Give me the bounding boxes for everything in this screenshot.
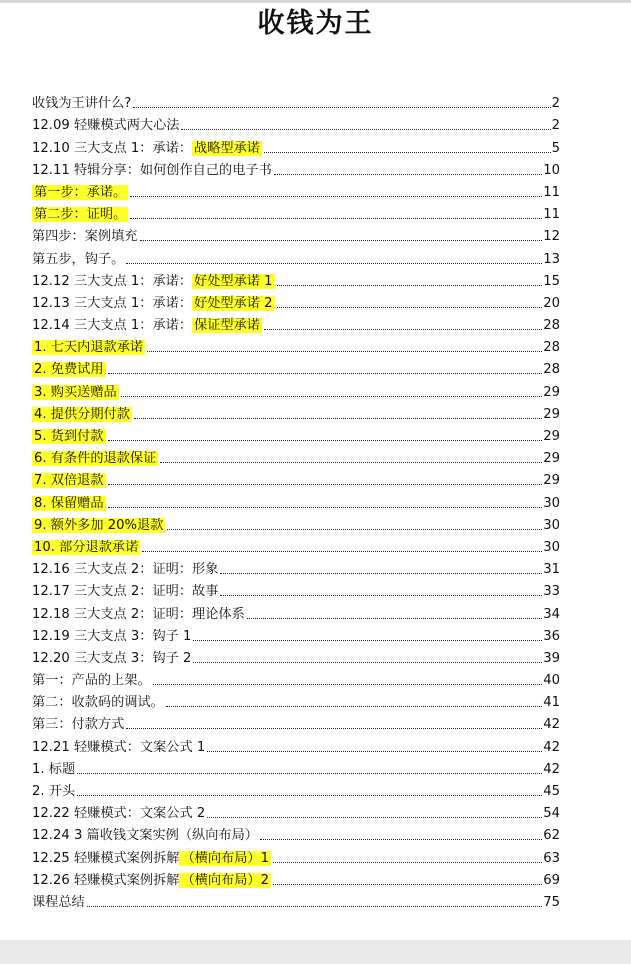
toc-entry-page: 54 xyxy=(543,806,560,822)
toc-entry-page: 11 xyxy=(543,184,560,200)
toc-entry-title xyxy=(32,472,106,489)
toc-entry-label: 课程总结 xyxy=(32,894,85,910)
toc-entry-page: 39 xyxy=(543,650,560,666)
toc-entry-title xyxy=(32,583,218,600)
toc-entry[interactable] xyxy=(32,401,560,423)
toc-entry-title xyxy=(32,317,262,334)
toc-entry-page: 29 xyxy=(543,451,560,467)
toc-entry-label: 第三：付款方式 xyxy=(32,717,125,733)
dot-leader xyxy=(121,395,543,397)
toc-entry-title xyxy=(32,850,271,867)
toc-entry[interactable] xyxy=(32,822,560,844)
toc-entry-page: 29 xyxy=(543,473,560,489)
toc-entry-title xyxy=(32,761,75,778)
toc-entry-title xyxy=(32,140,262,157)
toc-entry[interactable] xyxy=(32,268,560,290)
toc-entry-title xyxy=(32,361,106,378)
toc-entry-title xyxy=(32,295,275,312)
toc-entry-page: 63 xyxy=(543,850,560,866)
page-top-edge xyxy=(0,0,631,3)
toc-entry[interactable] xyxy=(32,489,560,511)
toc-entry[interactable] xyxy=(32,467,560,489)
dot-leader xyxy=(147,350,542,352)
toc-entry-label: 3. 购买送赠品 xyxy=(34,384,117,400)
dot-leader xyxy=(260,838,542,840)
toc-entry-page: 29 xyxy=(543,384,560,400)
toc-entry[interactable] xyxy=(32,623,560,645)
toc-entry[interactable] xyxy=(32,778,560,800)
toc-entry-label: 12.22 轻赚模式：文案公式 2 xyxy=(32,806,206,822)
toc-entry-title xyxy=(32,228,138,245)
toc-entry[interactable] xyxy=(32,334,560,356)
toc-entry-title xyxy=(32,184,128,201)
toc-entry-label: 第一：产品的上架。 xyxy=(32,673,151,689)
dot-leader xyxy=(130,195,542,197)
dot-leader xyxy=(207,816,542,818)
toc-entry-label: 8. 保留赠品 xyxy=(34,495,104,511)
toc-entry-highlight: 保证型承诺 xyxy=(194,318,260,334)
toc-entry-label: 5. 货到付款 xyxy=(34,429,104,444)
dot-leader xyxy=(264,151,551,153)
toc-entry-page: 36 xyxy=(543,628,560,644)
toc-entry-title xyxy=(32,650,191,667)
toc-entry[interactable] xyxy=(32,578,560,600)
toc-entry[interactable] xyxy=(32,667,560,689)
toc-entry-label: 12.16 三大支点 2：证明：形象 xyxy=(32,562,219,578)
toc-entry-page: 42 xyxy=(543,739,560,755)
toc-entry-page: 34 xyxy=(543,606,560,622)
dot-leader xyxy=(87,905,542,907)
toc-entry-title xyxy=(32,739,205,756)
toc-entry-label: 12.20 三大支点 3：钩子 2 xyxy=(32,650,192,666)
toc-entry[interactable] xyxy=(32,90,560,112)
dot-leader xyxy=(193,661,542,663)
toc-entry[interactable] xyxy=(32,756,560,778)
toc-entry-label: 12.12 三大支点 1：承诺： xyxy=(32,273,193,289)
toc-entry-page: 20 xyxy=(543,295,560,311)
toc-entry[interactable] xyxy=(32,223,560,245)
toc-entry-title xyxy=(32,273,275,290)
toc-entry[interactable] xyxy=(32,245,560,267)
toc-entry-title xyxy=(32,827,258,844)
dot-leader xyxy=(277,284,543,286)
toc-entry-title xyxy=(32,517,165,534)
toc-entry-title xyxy=(32,450,158,467)
toc-entry-title xyxy=(32,606,245,623)
toc-entry-label: 12.14 三大支点 1：承诺： xyxy=(32,318,193,334)
dot-leader xyxy=(166,705,542,707)
toc-entry-label: 12.09 轻赚模式两大心法 xyxy=(32,118,180,134)
toc-entry-label: 第二步：证明。 xyxy=(34,207,127,223)
toc-entry-label: 第二：收款码的调试。 xyxy=(32,695,164,711)
dot-leader xyxy=(274,173,542,175)
toc-entry[interactable] xyxy=(32,312,560,334)
toc-entry-title xyxy=(32,783,75,800)
toc-entry-page: 41 xyxy=(543,695,560,711)
toc-entry-page: 28 xyxy=(543,340,560,356)
toc-entry-label: 1. 标题 xyxy=(32,761,76,777)
toc-entry-page: 62 xyxy=(543,828,560,844)
toc-entry-page: 30 xyxy=(543,539,560,555)
toc-entry-title xyxy=(32,561,218,578)
dot-leader xyxy=(77,772,542,774)
toc-entry-page: 29 xyxy=(543,406,560,422)
toc-entry-title xyxy=(32,406,132,423)
toc-entry[interactable] xyxy=(32,689,560,711)
toc-entry[interactable] xyxy=(32,512,560,534)
toc-entry-label: 2. 开头 xyxy=(32,784,76,799)
dot-leader xyxy=(108,372,543,374)
toc-entry-page: 28 xyxy=(543,362,560,378)
page-bottom-edge xyxy=(0,940,631,964)
dot-leader xyxy=(108,506,543,508)
toc-entry-page: 2 xyxy=(551,96,560,112)
toc-entry-title xyxy=(32,495,106,512)
toc-entry-label: 第一步：承诺。 xyxy=(34,184,127,200)
toc-entry[interactable] xyxy=(32,844,560,866)
toc-entry-page: 10 xyxy=(543,162,560,178)
toc-entry-label: 12.25 轻赚模式案例拆解 xyxy=(32,850,180,866)
toc-entry-page: 30 xyxy=(543,517,560,533)
toc-entry[interactable] xyxy=(32,645,560,667)
dot-leader xyxy=(220,594,542,596)
toc-entry-label: 12.13 三大支点 1：承诺： xyxy=(32,295,193,311)
toc-entry-page: 15 xyxy=(543,273,560,289)
toc-entry-title xyxy=(32,339,145,356)
toc-entry-title xyxy=(32,95,131,112)
toc-entry-page: 42 xyxy=(543,717,560,733)
toc-entry-page: 13 xyxy=(543,251,560,267)
dot-leader xyxy=(133,106,550,108)
toc-entry[interactable] xyxy=(32,445,560,467)
toc-entry-page: 29 xyxy=(543,429,560,444)
toc-entry[interactable] xyxy=(32,179,560,201)
toc-entry-label: 1. 七天内退款承诺 xyxy=(34,340,144,356)
dot-leader xyxy=(126,262,542,264)
toc-entry-label: 收钱为王讲什么? xyxy=(32,96,132,112)
toc-entry-page: 45 xyxy=(543,784,560,799)
dot-leader xyxy=(277,306,543,308)
toc-entry-title xyxy=(32,628,191,645)
dot-leader xyxy=(77,794,542,796)
dot-leader xyxy=(167,528,542,530)
dot-leader xyxy=(108,483,543,485)
dot-leader xyxy=(134,417,542,419)
toc-entry-label: 12.26 轻赚模式案例拆解 xyxy=(32,872,180,888)
toc-entry-label: 12.17 三大支点 2：证明：故事 xyxy=(32,584,219,600)
toc-entry-label: 12.18 三大支点 2：证明：理论体系 xyxy=(32,606,245,622)
dot-leader xyxy=(207,750,542,752)
toc-entry-title xyxy=(32,206,128,223)
toc-entry-page: 12 xyxy=(543,229,560,245)
toc-entry[interactable] xyxy=(32,867,560,889)
toc-entry[interactable] xyxy=(32,889,560,911)
toc-entry[interactable] xyxy=(32,134,560,156)
toc-entry-page: 40 xyxy=(543,673,560,689)
dot-leader xyxy=(181,128,550,130)
toc-entry[interactable] xyxy=(32,556,560,578)
toc-entry-label: 4. 提供分期付款 xyxy=(34,406,130,422)
toc-entry-page: 69 xyxy=(543,872,560,888)
toc-entry-highlight: 战略型承诺 xyxy=(194,140,260,156)
toc-entry-label: 10. 部分退款承诺 xyxy=(34,539,139,555)
toc-entry[interactable] xyxy=(32,378,560,400)
toc-entry-label: 9. 额外多加 20%退款 xyxy=(34,517,164,533)
toc-entry-highlight: （横向布局）1 xyxy=(181,850,269,866)
toc-entry-label: 12.10 三大支点 1：承诺： xyxy=(32,140,193,156)
toc-entry[interactable] xyxy=(32,711,560,733)
toc-entry-page: 31 xyxy=(543,562,560,578)
toc-entry[interactable] xyxy=(32,534,560,556)
toc-entry-label: 第五步，钩子。 xyxy=(32,251,125,267)
toc-entry-title xyxy=(32,539,140,556)
dot-leader xyxy=(142,550,542,552)
toc-entry-page: 30 xyxy=(543,495,560,511)
toc-entry[interactable] xyxy=(32,423,560,445)
toc-entry[interactable] xyxy=(32,157,560,179)
table-of-contents xyxy=(32,90,560,911)
page-title: 收钱为王 xyxy=(257,8,374,39)
toc-entry[interactable] xyxy=(32,600,560,622)
dot-leader xyxy=(126,727,542,729)
toc-entry-page: 5 xyxy=(551,140,560,156)
toc-entry-title xyxy=(32,805,205,822)
toc-entry-title xyxy=(32,428,106,445)
dot-leader xyxy=(108,439,543,441)
dot-leader xyxy=(193,639,542,641)
dot-leader xyxy=(130,217,542,219)
toc-entry-title xyxy=(32,384,119,401)
toc-entry-label: 6. 有条件的退款保证 xyxy=(34,451,157,467)
toc-entry-page: 75 xyxy=(543,894,560,910)
toc-entry-page: 33 xyxy=(543,584,560,600)
toc-entry-page: 11 xyxy=(543,207,560,223)
toc-entry-title xyxy=(32,672,151,689)
toc-entry[interactable] xyxy=(32,201,560,223)
toc-entry-title xyxy=(32,894,85,911)
dot-leader xyxy=(220,572,542,574)
toc-entry-highlight: 好处型承诺 2 xyxy=(194,295,273,311)
toc-entry-label: 12.21 轻赚模式：文案公式 1 xyxy=(32,739,206,755)
toc-entry[interactable] xyxy=(32,800,560,822)
dot-leader xyxy=(264,328,542,330)
toc-entry-title xyxy=(32,872,271,889)
dot-leader xyxy=(273,861,542,863)
toc-entry-title xyxy=(32,117,179,134)
toc-entry[interactable] xyxy=(32,733,560,755)
dot-leader xyxy=(140,239,543,241)
toc-entry-highlight: （横向布局）2 xyxy=(181,872,269,888)
toc-entry[interactable] xyxy=(32,356,560,378)
toc-entry-label: 第四步：案例填充 xyxy=(32,229,138,245)
toc-entry-label: 2. 免费试用 xyxy=(34,362,104,378)
toc-entry-label: 12.11 特辑分享：如何创作自己的电子书 xyxy=(32,162,272,178)
toc-entry[interactable] xyxy=(32,290,560,312)
dot-leader xyxy=(153,683,543,685)
toc-entry-label: 12.24 3 篇收钱文案实例（纵向布局） xyxy=(32,828,258,844)
dot-leader xyxy=(247,617,542,619)
dot-leader xyxy=(273,883,542,885)
toc-entry-title xyxy=(32,694,164,711)
toc-entry-label: 12.19 三大支点 3：钩子 1 xyxy=(32,628,192,644)
toc-entry-title xyxy=(32,716,124,733)
toc-entry-title xyxy=(32,251,124,268)
toc-entry-label: 7. 双倍退款 xyxy=(34,473,104,489)
toc-entry-page: 42 xyxy=(543,761,560,777)
toc-entry-page: 2 xyxy=(551,118,560,134)
toc-entry[interactable] xyxy=(32,112,560,134)
toc-entry-highlight: 好处型承诺 1 xyxy=(194,273,273,289)
toc-entry-title xyxy=(32,162,272,179)
toc-entry-page: 28 xyxy=(543,318,560,334)
dot-leader xyxy=(160,461,542,463)
